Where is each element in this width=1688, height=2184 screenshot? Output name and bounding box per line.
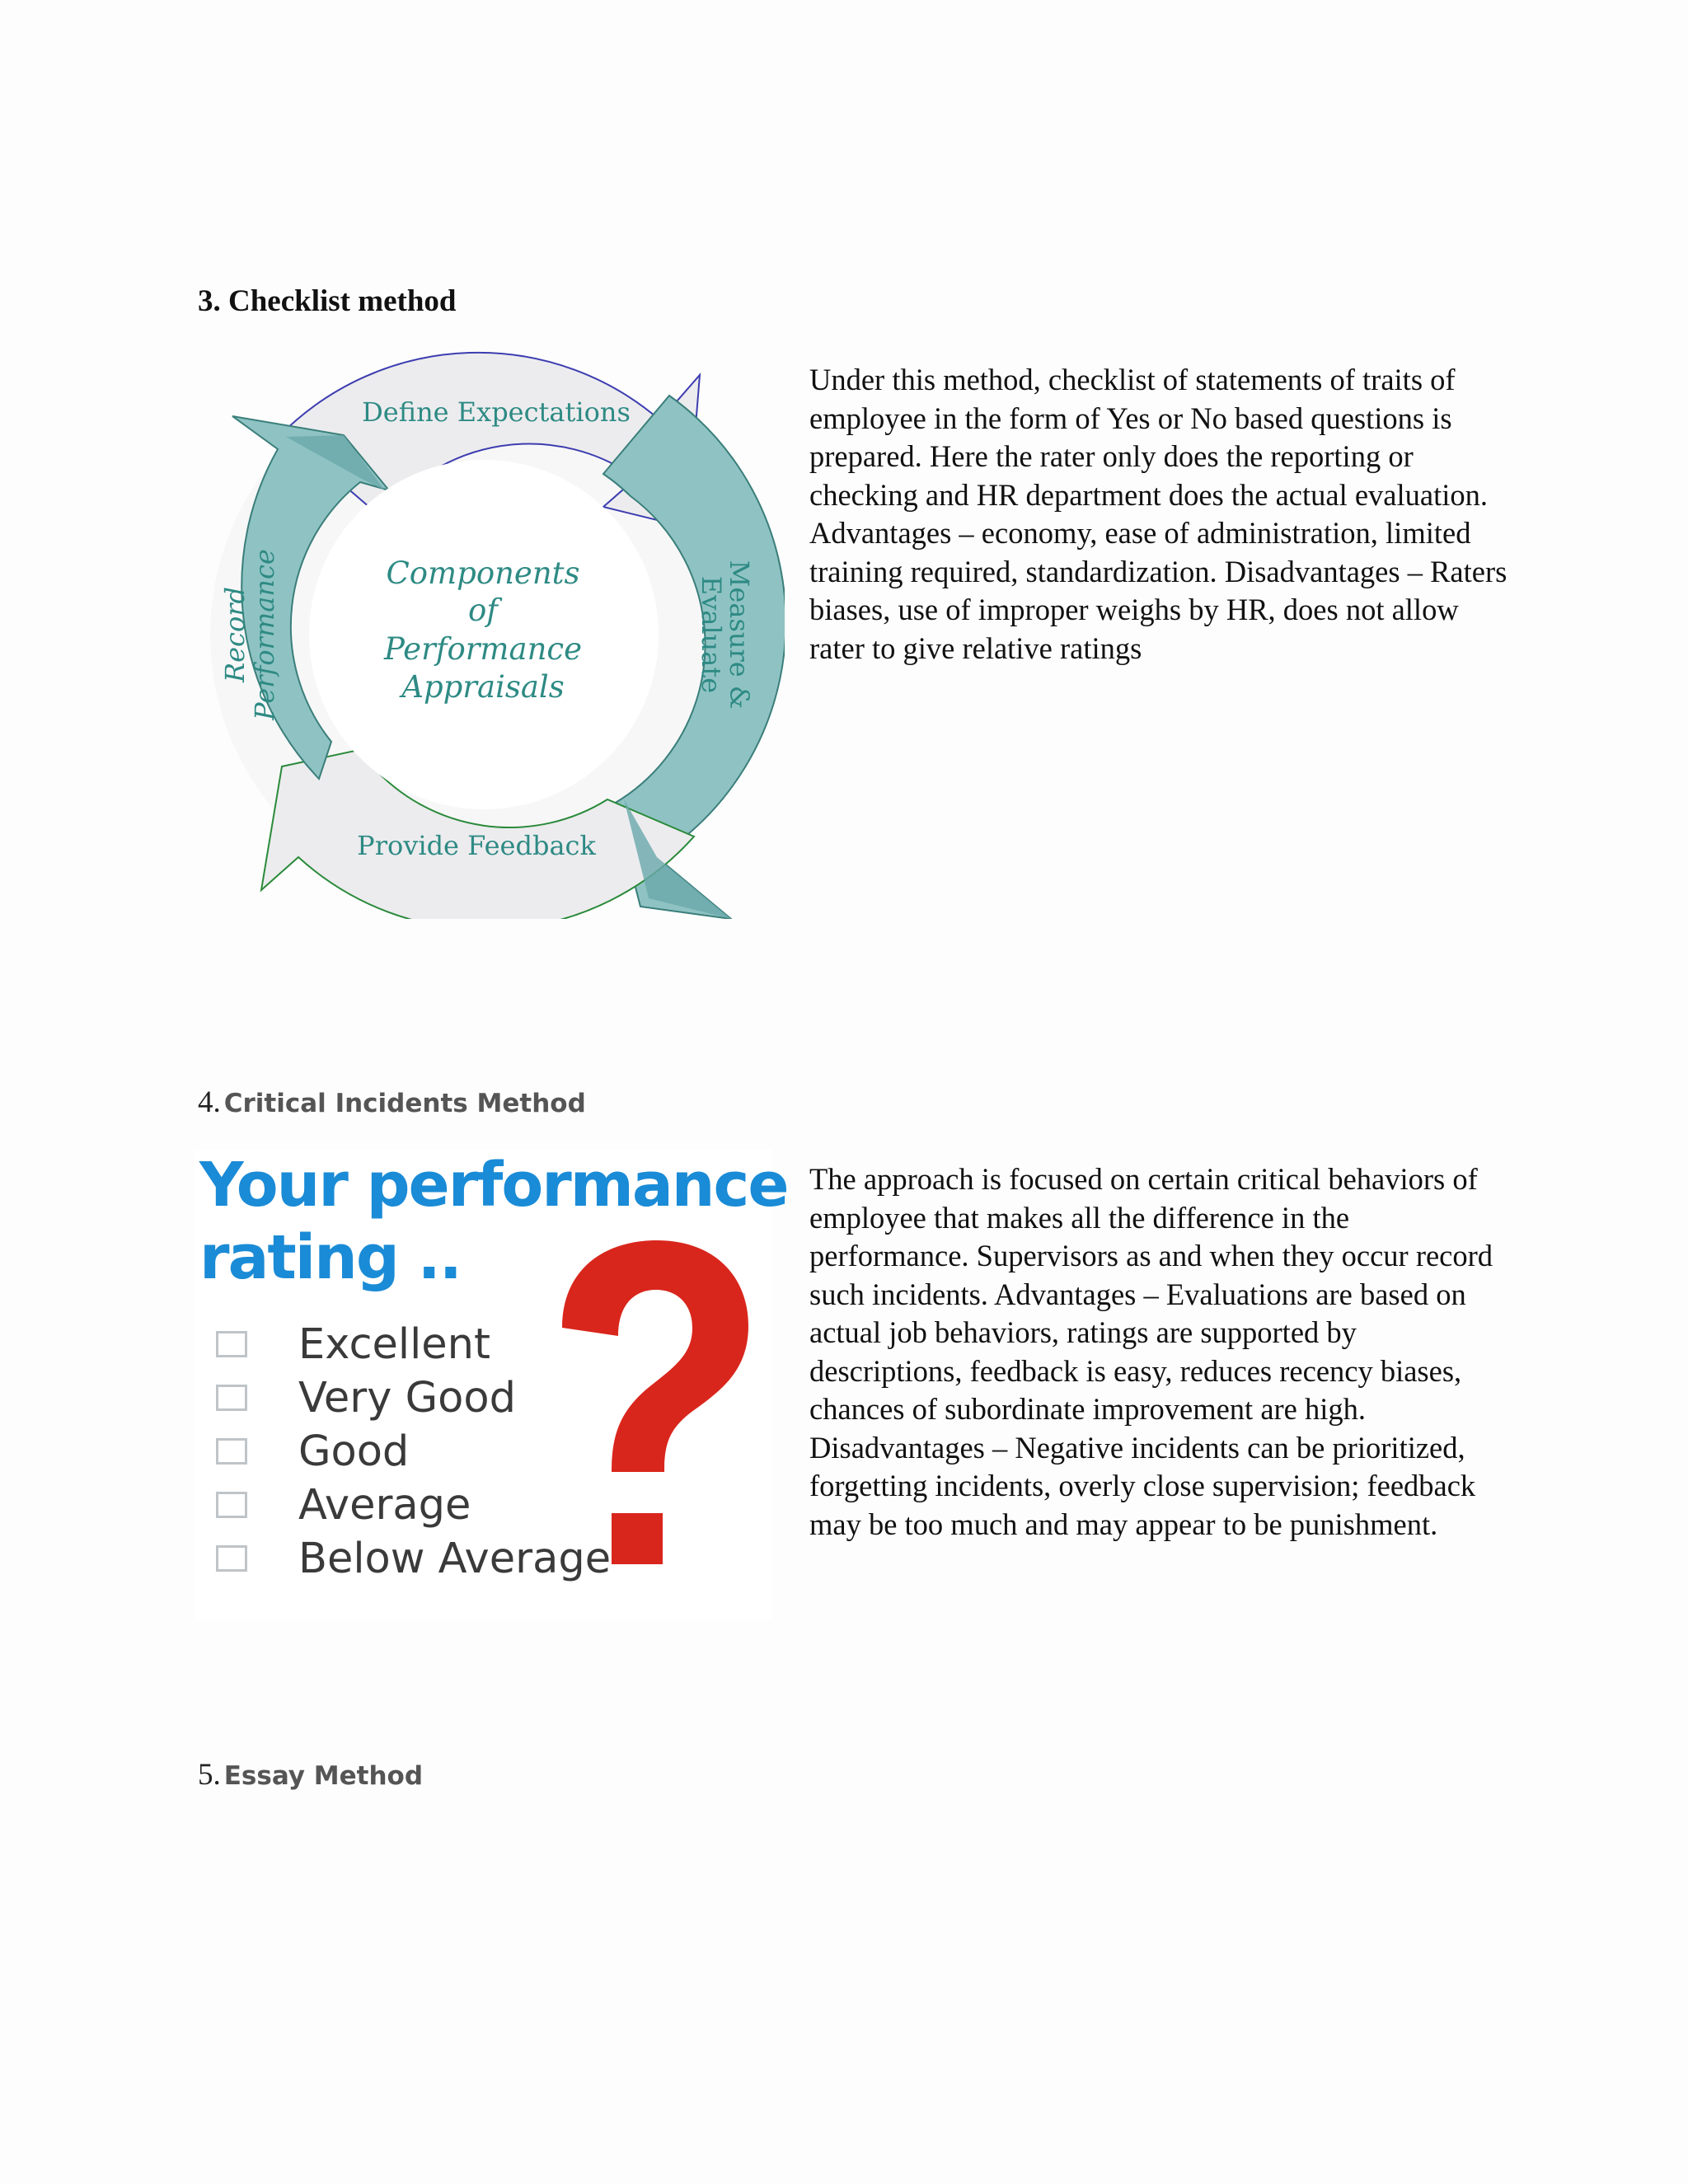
center-line-4: Appraisals [401, 669, 565, 705]
body-line: may be too much and may appear to be punishment. [809, 1507, 1438, 1541]
section-4-number: 4. [198, 1085, 221, 1119]
define-expectations-label: Define Expectations [362, 396, 631, 428]
section-3-body [809, 361, 1584, 668]
body-line: chances of subordinate improvement are high. [809, 1392, 1367, 1426]
checkbox-icon [216, 1492, 247, 1518]
section-5-title: Essay Method [223, 1761, 424, 1791]
body-line: forgetting incidents, overly close supervision; feedback [809, 1469, 1476, 1502]
body-line: performance. Supervisors as and when they occur record [809, 1239, 1493, 1272]
body-line: employee that makes all the difference in the [809, 1200, 1350, 1235]
body-line: descriptions, feedback is easy, reduces recency biases, [809, 1353, 1462, 1388]
rating-title-line-2: rating .. [199, 1222, 461, 1293]
rating-option: Very Good [216, 1373, 516, 1422]
section-4-body [809, 1160, 1584, 1544]
center-line-2: of [468, 593, 498, 628]
section-5-number: 5. [198, 1758, 221, 1792]
measure-label: Measure & [724, 560, 755, 710]
checkbox-icon [216, 1331, 247, 1357]
checkbox-icon [216, 1438, 247, 1465]
performance-appraisal-cycle-diagram [195, 350, 785, 919]
rating-option: Average [216, 1480, 471, 1530]
body-line: Advantages – economy, ease of administration, limited [809, 516, 1471, 550]
performance-label: Performance [249, 549, 280, 720]
performance-rating-figure [195, 1150, 788, 1619]
record-label: Record [219, 587, 251, 682]
body-line: biases, use of improper weighs by HR, does not allow [809, 593, 1459, 626]
body-line: actual job behaviors, ratings are supported by [809, 1315, 1357, 1349]
center-line-1: Components [386, 555, 580, 591]
section-4-heading [198, 1085, 586, 1120]
evaluate-label: Evaluate [696, 575, 727, 694]
body-line: Under this method, checklist of statements of traits of [809, 363, 1456, 396]
section-3-heading: 3. Checklist method [198, 284, 457, 318]
provide-feedback-label: Provide Feedback [357, 830, 596, 861]
center-line-3: Performance [383, 631, 583, 667]
section-4-title: Critical Incidents Method [223, 1089, 586, 1118]
checkbox-icon [216, 1385, 247, 1411]
checkbox-icon [216, 1545, 247, 1572]
body-line: such incidents. Advantages – Evaluations are based on [809, 1277, 1466, 1311]
question-mark-icon [554, 1237, 752, 1575]
body-line: The approach is focused on certain critical behaviors of [809, 1162, 1478, 1196]
body-line: employee in the form of Yes or No based questions is [809, 401, 1452, 435]
body-line: training required, standardization. Disadvantages – Raters [809, 554, 1507, 588]
rating-option: Excellent [216, 1319, 490, 1369]
body-line: Disadvantages – Negative incidents can be prioritized, [809, 1430, 1465, 1465]
section-5-heading [198, 1757, 423, 1793]
body-line: rater to give relative ratings [809, 630, 1142, 665]
rating-option: Good [216, 1427, 409, 1476]
rating-title-line-1: Your performance [199, 1150, 788, 1221]
rating-option: Below Average [216, 1534, 611, 1583]
body-line: checking and HR department does the actual evaluation. [809, 477, 1488, 512]
body-line: prepared. Here the rater only does the reporting or [809, 439, 1414, 473]
